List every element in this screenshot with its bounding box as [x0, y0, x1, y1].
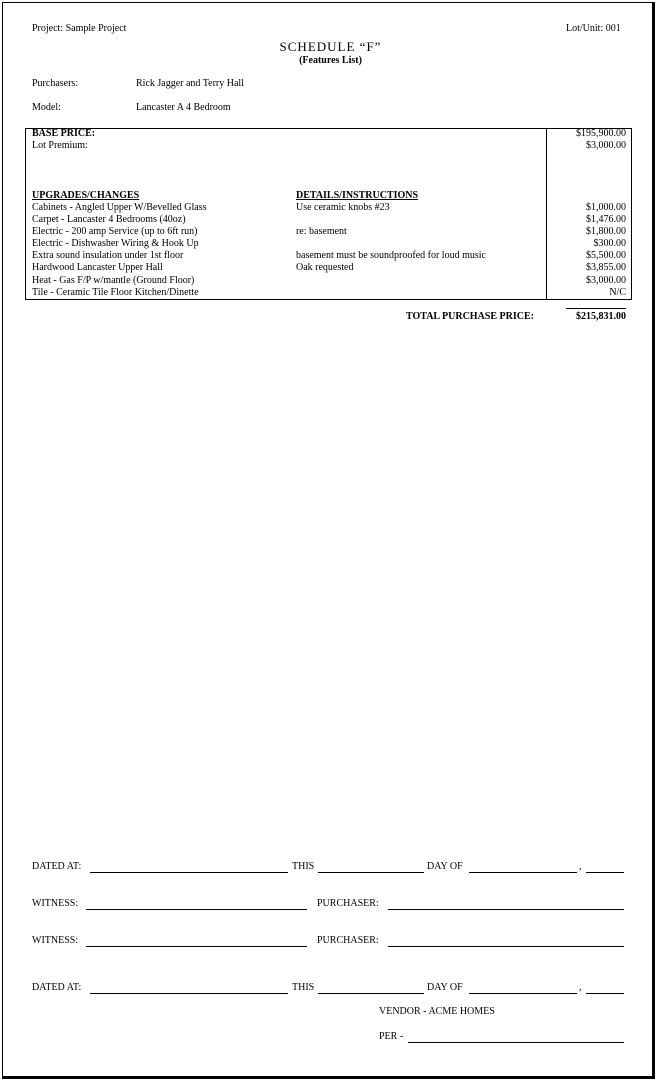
upgrade-amount: N/C — [609, 287, 626, 298]
upgrade-detail: re: basement — [296, 226, 347, 237]
dated-at-label: DATED AT: — [32, 861, 82, 872]
witness-label: WITNESS: — [32, 898, 79, 909]
day-of-line[interactable] — [469, 993, 577, 994]
this-label: THIS — [292, 861, 315, 872]
upgrade-item: Tile - Ceramic Tile Floor Kitchen/Dinette — [32, 287, 199, 298]
day-of-line[interactable] — [469, 872, 577, 873]
upgrade-detail: Oak requested — [296, 262, 354, 273]
dated-at-label: DATED AT: — [32, 982, 82, 993]
witness-line[interactable] — [86, 909, 307, 910]
this-line[interactable] — [318, 872, 424, 873]
model-value: Lancaster A 4 Bedroom — [136, 102, 231, 113]
total-label: TOTAL PURCHASE PRICE: — [406, 311, 534, 322]
amount-column-divider — [546, 128, 547, 300]
per-line[interactable] — [408, 1042, 624, 1043]
day-of-label: DAY OF — [427, 861, 463, 872]
vendor-label: VENDOR - ACME HOMES — [379, 1006, 495, 1017]
purchaser-label: PURCHASER: — [317, 898, 379, 909]
comma: , — [579, 982, 582, 993]
purchasers-label: Purchasers: — [32, 78, 79, 89]
purchasers-value: Rick Jagger and Terry Hall — [136, 78, 244, 89]
upgrade-item: Cabinets - Angled Upper W/Bevelled Glass — [32, 202, 207, 213]
lot-unit: Lot/Unit: 001 — [566, 23, 621, 34]
purchaser-line[interactable] — [388, 909, 624, 910]
upgrade-amount: $300.00 — [593, 238, 626, 249]
base-price-amount: $195,900.00 — [576, 128, 626, 139]
document-subtitle: (Features List) — [299, 55, 362, 66]
dated-at-line[interactable] — [90, 872, 288, 873]
lot-premium-amount: $3,000.00 — [586, 140, 626, 151]
upgrade-amount: $3,000.00 — [586, 275, 626, 286]
purchaser-label: PURCHASER: — [317, 935, 379, 946]
total-amount: $215,831.00 — [576, 311, 626, 322]
upgrade-item: Electric - 200 amp Service (up to 6ft run) — [32, 226, 198, 237]
witness-label: WITNESS: — [32, 935, 79, 946]
day-of-label: DAY OF — [427, 982, 463, 993]
upgrade-amount: $1,800.00 — [586, 226, 626, 237]
this-label: THIS — [292, 982, 315, 993]
upgrade-amount: $1,000.00 — [586, 202, 626, 213]
purchaser-line[interactable] — [388, 946, 624, 947]
upgrade-amount: $5,500.00 — [586, 250, 626, 261]
dated-at-line[interactable] — [90, 993, 288, 994]
project-name: Project: Sample Project — [32, 23, 127, 34]
upgrade-item: Extra sound insulation under 1st floor — [32, 250, 184, 261]
upgrade-detail: basement must be soundproofed for loud music — [296, 250, 486, 261]
this-line[interactable] — [318, 993, 424, 994]
comma: , — [579, 861, 582, 872]
document-title: SCHEDULE “F” — [279, 39, 382, 54]
per-label: PER - — [379, 1031, 404, 1042]
year-line[interactable] — [586, 872, 624, 873]
upgrade-detail: Use ceramic knobs #23 — [296, 202, 390, 213]
upgrade-item: Electric - Dishwasher Wiring & Hook Up — [32, 238, 199, 249]
base-price-label: BASE PRICE: — [32, 128, 96, 139]
upgrade-item: Heat - Gas F/P w/mantle (Ground Floor) — [32, 275, 195, 286]
upgrade-item: Hardwood Lancaster Upper Hall — [32, 262, 163, 273]
upgrade-amount: $3,855.00 — [586, 262, 626, 273]
witness-line[interactable] — [86, 946, 307, 947]
total-rule — [566, 308, 626, 309]
details-header: DETAILS/INSTRUCTIONS — [296, 190, 419, 201]
year-line[interactable] — [586, 993, 624, 994]
lot-premium-label: Lot Premium: — [32, 140, 88, 151]
upgrades-header: UPGRADES/CHANGES — [32, 190, 140, 201]
model-label: Model: — [32, 102, 61, 113]
upgrade-amount: $1,476.00 — [586, 214, 626, 225]
upgrade-item: Carpet - Lancaster 4 Bedrooms (40oz) — [32, 214, 186, 225]
